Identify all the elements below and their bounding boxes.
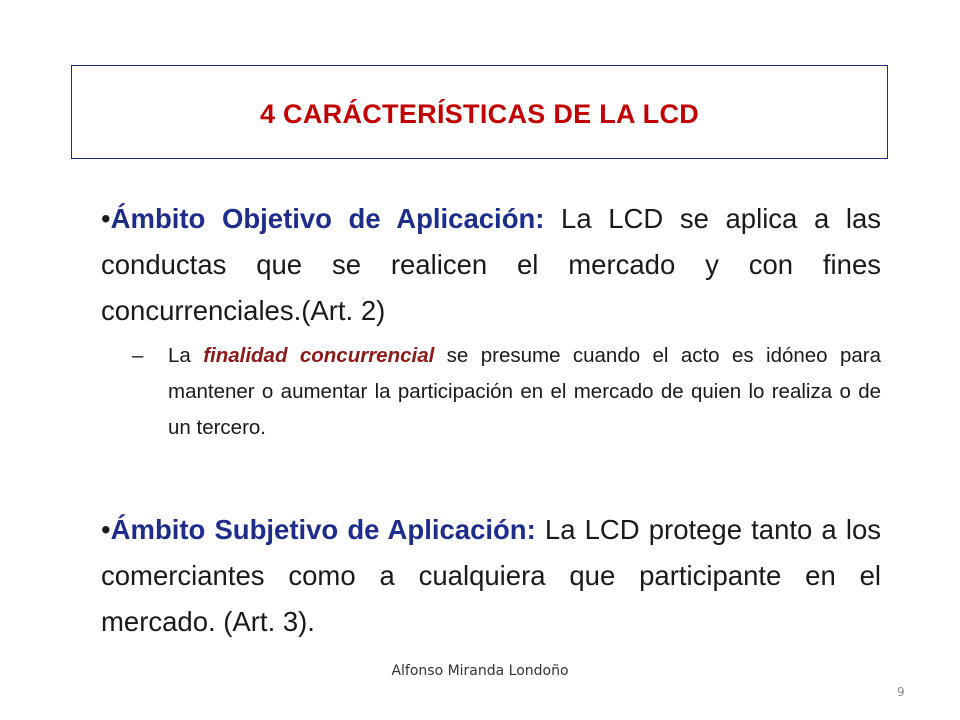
sub-bullet-emphasis: finalidad concurrencial xyxy=(203,344,435,367)
bullet-lead: Ámbito Subjetivo de Aplicación: xyxy=(110,514,536,545)
bullet-ambito-subjetivo xyxy=(101,507,881,645)
sub-bullet-after: se presume cuando el acto es idóneo para mantener o aumentar la participación en el mercado de quien lo realiza o de un tercero. xyxy=(168,344,881,439)
bullet-marker: • xyxy=(101,514,111,545)
sub-bullet-finalidad xyxy=(132,338,881,446)
bullet-ambito-objetivo xyxy=(101,196,881,334)
title-box xyxy=(71,65,888,159)
slide-title: 4 CARÁCTERÍSTICAS DE LA LCD xyxy=(259,98,700,129)
sub-bullet-before: La xyxy=(168,344,204,367)
footer-author: Alfonso Miranda Londoño xyxy=(391,663,569,679)
bullet-marker: • xyxy=(101,203,111,234)
page-number: 9 xyxy=(897,685,905,699)
bullet-text: La LCD se aplica a las conductas que se realicen el mercado y con fines concurrenciales.(Art. 2) xyxy=(101,203,881,326)
sub-bullet-marker: – xyxy=(132,344,144,367)
bullet-text: La LCD protege tanto a los comerciantes como a cualquiera que participante en el mercado. (Art. 3). xyxy=(101,514,882,637)
bullet-lead: Ámbito Objetivo de Aplicación: xyxy=(110,203,545,234)
